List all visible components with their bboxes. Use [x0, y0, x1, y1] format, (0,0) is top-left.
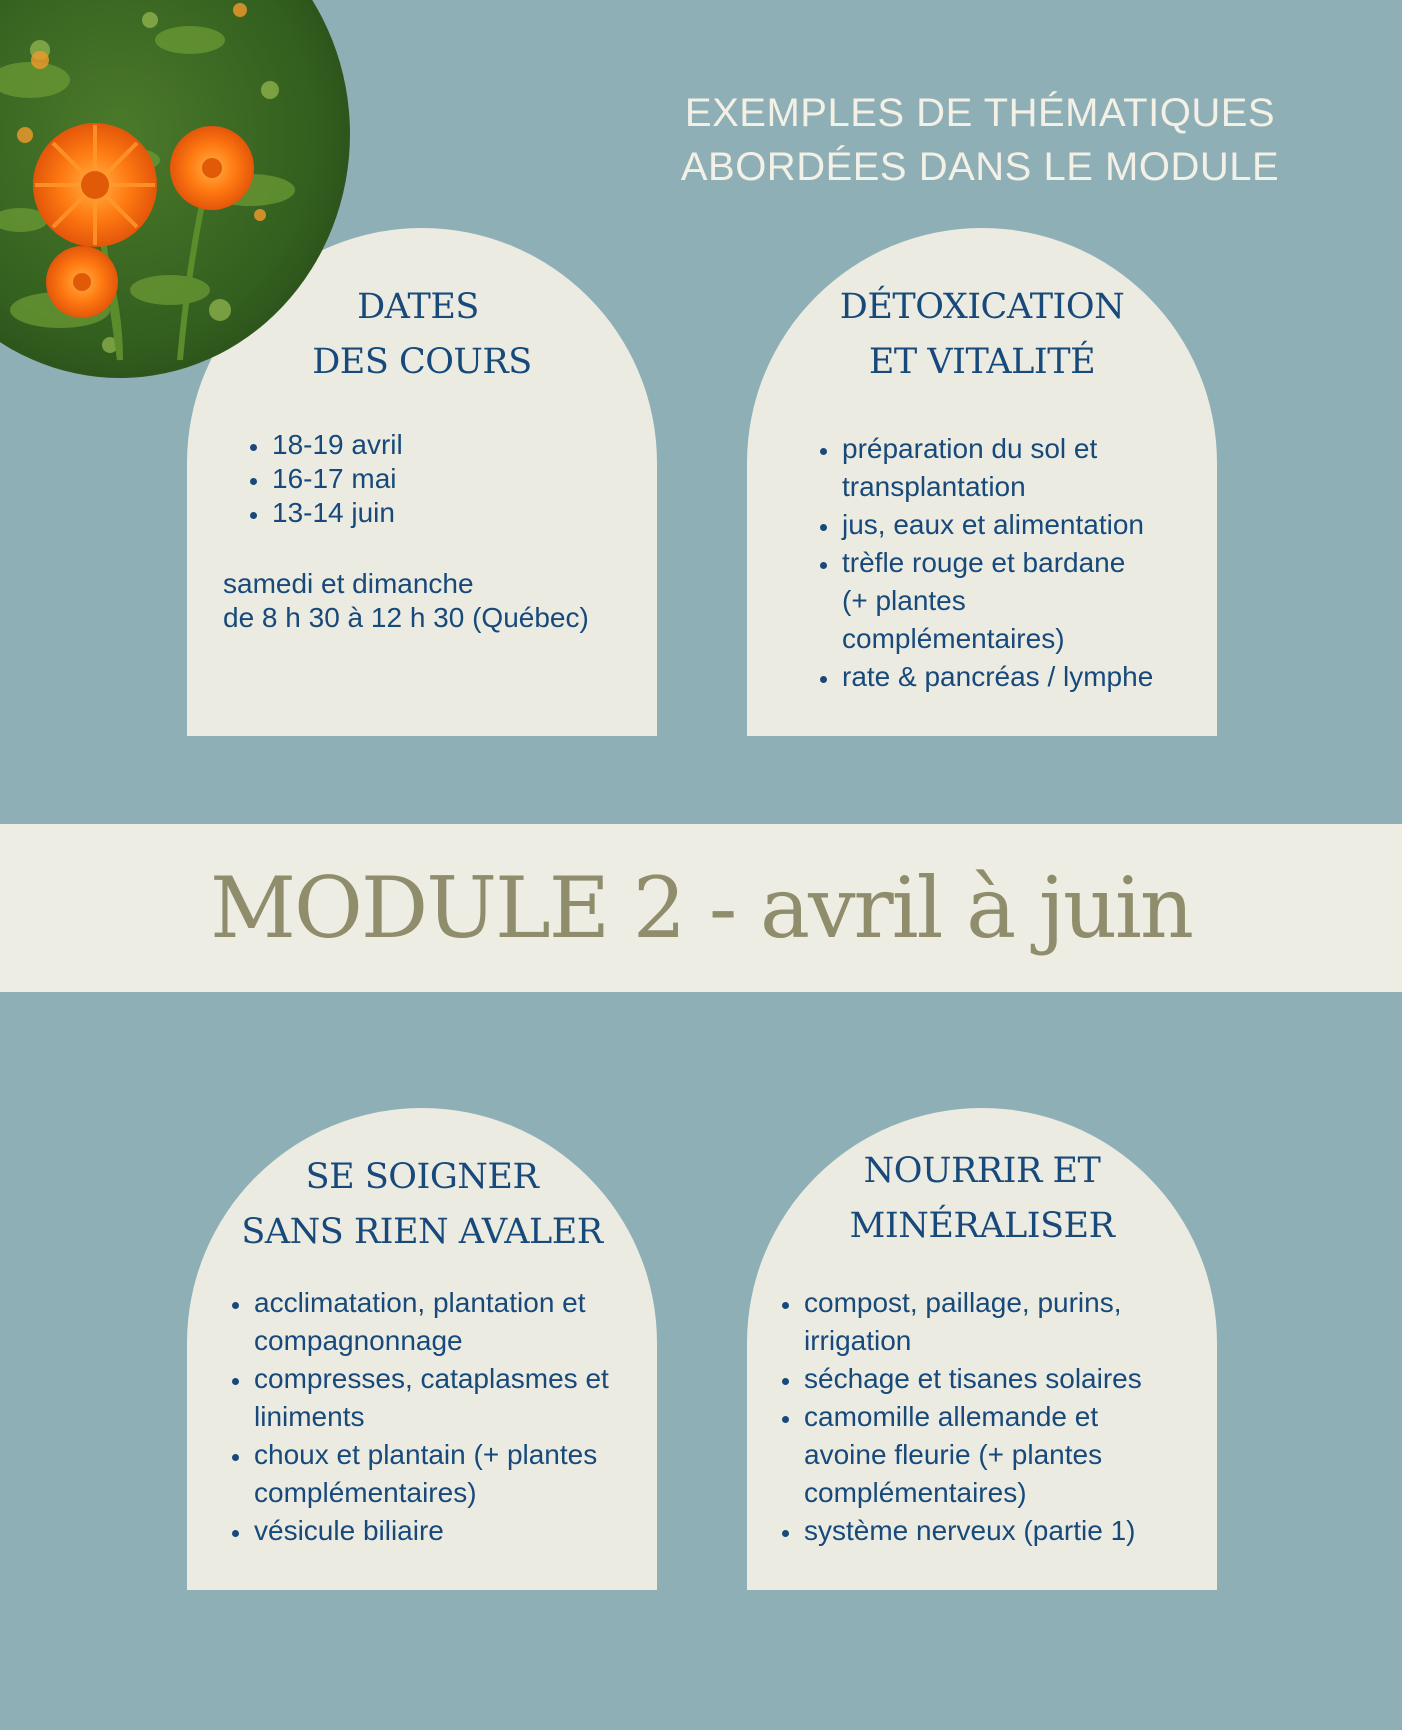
soigner-title-line1: SE SOIGNER	[305, 1157, 539, 1197]
list-item: • 16-17 mai	[270, 462, 403, 496]
list-item: • 13-14 juin	[270, 496, 403, 530]
detox-card	[747, 228, 1217, 736]
list-item: • camomille allemande et avoine fleurie (+ plantes complémentaires)	[802, 1398, 1144, 1512]
list-item: • compost, paillage, purins, irrigation	[802, 1284, 1164, 1360]
list-item: • préparation du sol et transplantation	[840, 430, 1220, 506]
list-item: • trèfle rouge et bardane (+ plantes complémentaires)	[840, 544, 1142, 658]
dates-title-line2: DES COURS	[312, 342, 532, 382]
list-item: • compresses, cataplasmes et liniments	[252, 1360, 624, 1436]
list-item: • choux et plantain (+ plantes complémentaires)	[252, 1436, 662, 1512]
list-item: • acclimatation, plantation et compagnonnage	[252, 1284, 662, 1360]
schedule-hours: de 8 h 30 à 12 h 30 (Québec)	[223, 602, 589, 633]
list-item: • vésicule biliaire	[252, 1512, 662, 1550]
schedule-days: samedi et dimanche	[223, 568, 474, 599]
dates-title-line1: DATES	[357, 287, 479, 327]
list-item: • système nerveux (partie 1)	[802, 1512, 1222, 1550]
list-item: • séchage et tisanes solaires	[802, 1360, 1222, 1398]
soigner-title-line2: SANS RIEN AVALER	[241, 1212, 603, 1252]
module-title: MODULE 2 - avril à juin	[209, 859, 1193, 957]
soigner-list	[222, 1284, 662, 1550]
list-item: • jus, eaux et alimentation	[840, 506, 1220, 544]
detox-list	[810, 430, 1220, 696]
detox-card-title	[747, 280, 1217, 390]
nourrir-card	[747, 1108, 1217, 1590]
topics-heading-line2: ABORDÉES DANS LE MODULE	[680, 145, 1280, 189]
topics-heading	[660, 86, 1300, 194]
detox-title-line1: DÉTOXICATION	[839, 287, 1125, 327]
soigner-card	[187, 1108, 657, 1590]
topics-heading-line1: EXEMPLES DE THÉMATIQUES	[684, 91, 1276, 135]
list-item: • 18-19 avril	[270, 428, 403, 462]
dates-list	[240, 428, 403, 530]
nourrir-card-title	[747, 1144, 1217, 1254]
detox-title-line2: ET VITALITÉ	[868, 342, 1096, 382]
module-band	[0, 824, 1402, 992]
list-item: • rate & pancréas / lymphe	[840, 658, 1220, 696]
nourrir-title-line1: NOURRIR ET	[863, 1151, 1101, 1191]
nourrir-list	[772, 1284, 1222, 1550]
soigner-card-title	[187, 1150, 657, 1260]
dates-schedule	[223, 567, 589, 635]
nourrir-title-line2: MINÉRALISER	[849, 1206, 1115, 1246]
